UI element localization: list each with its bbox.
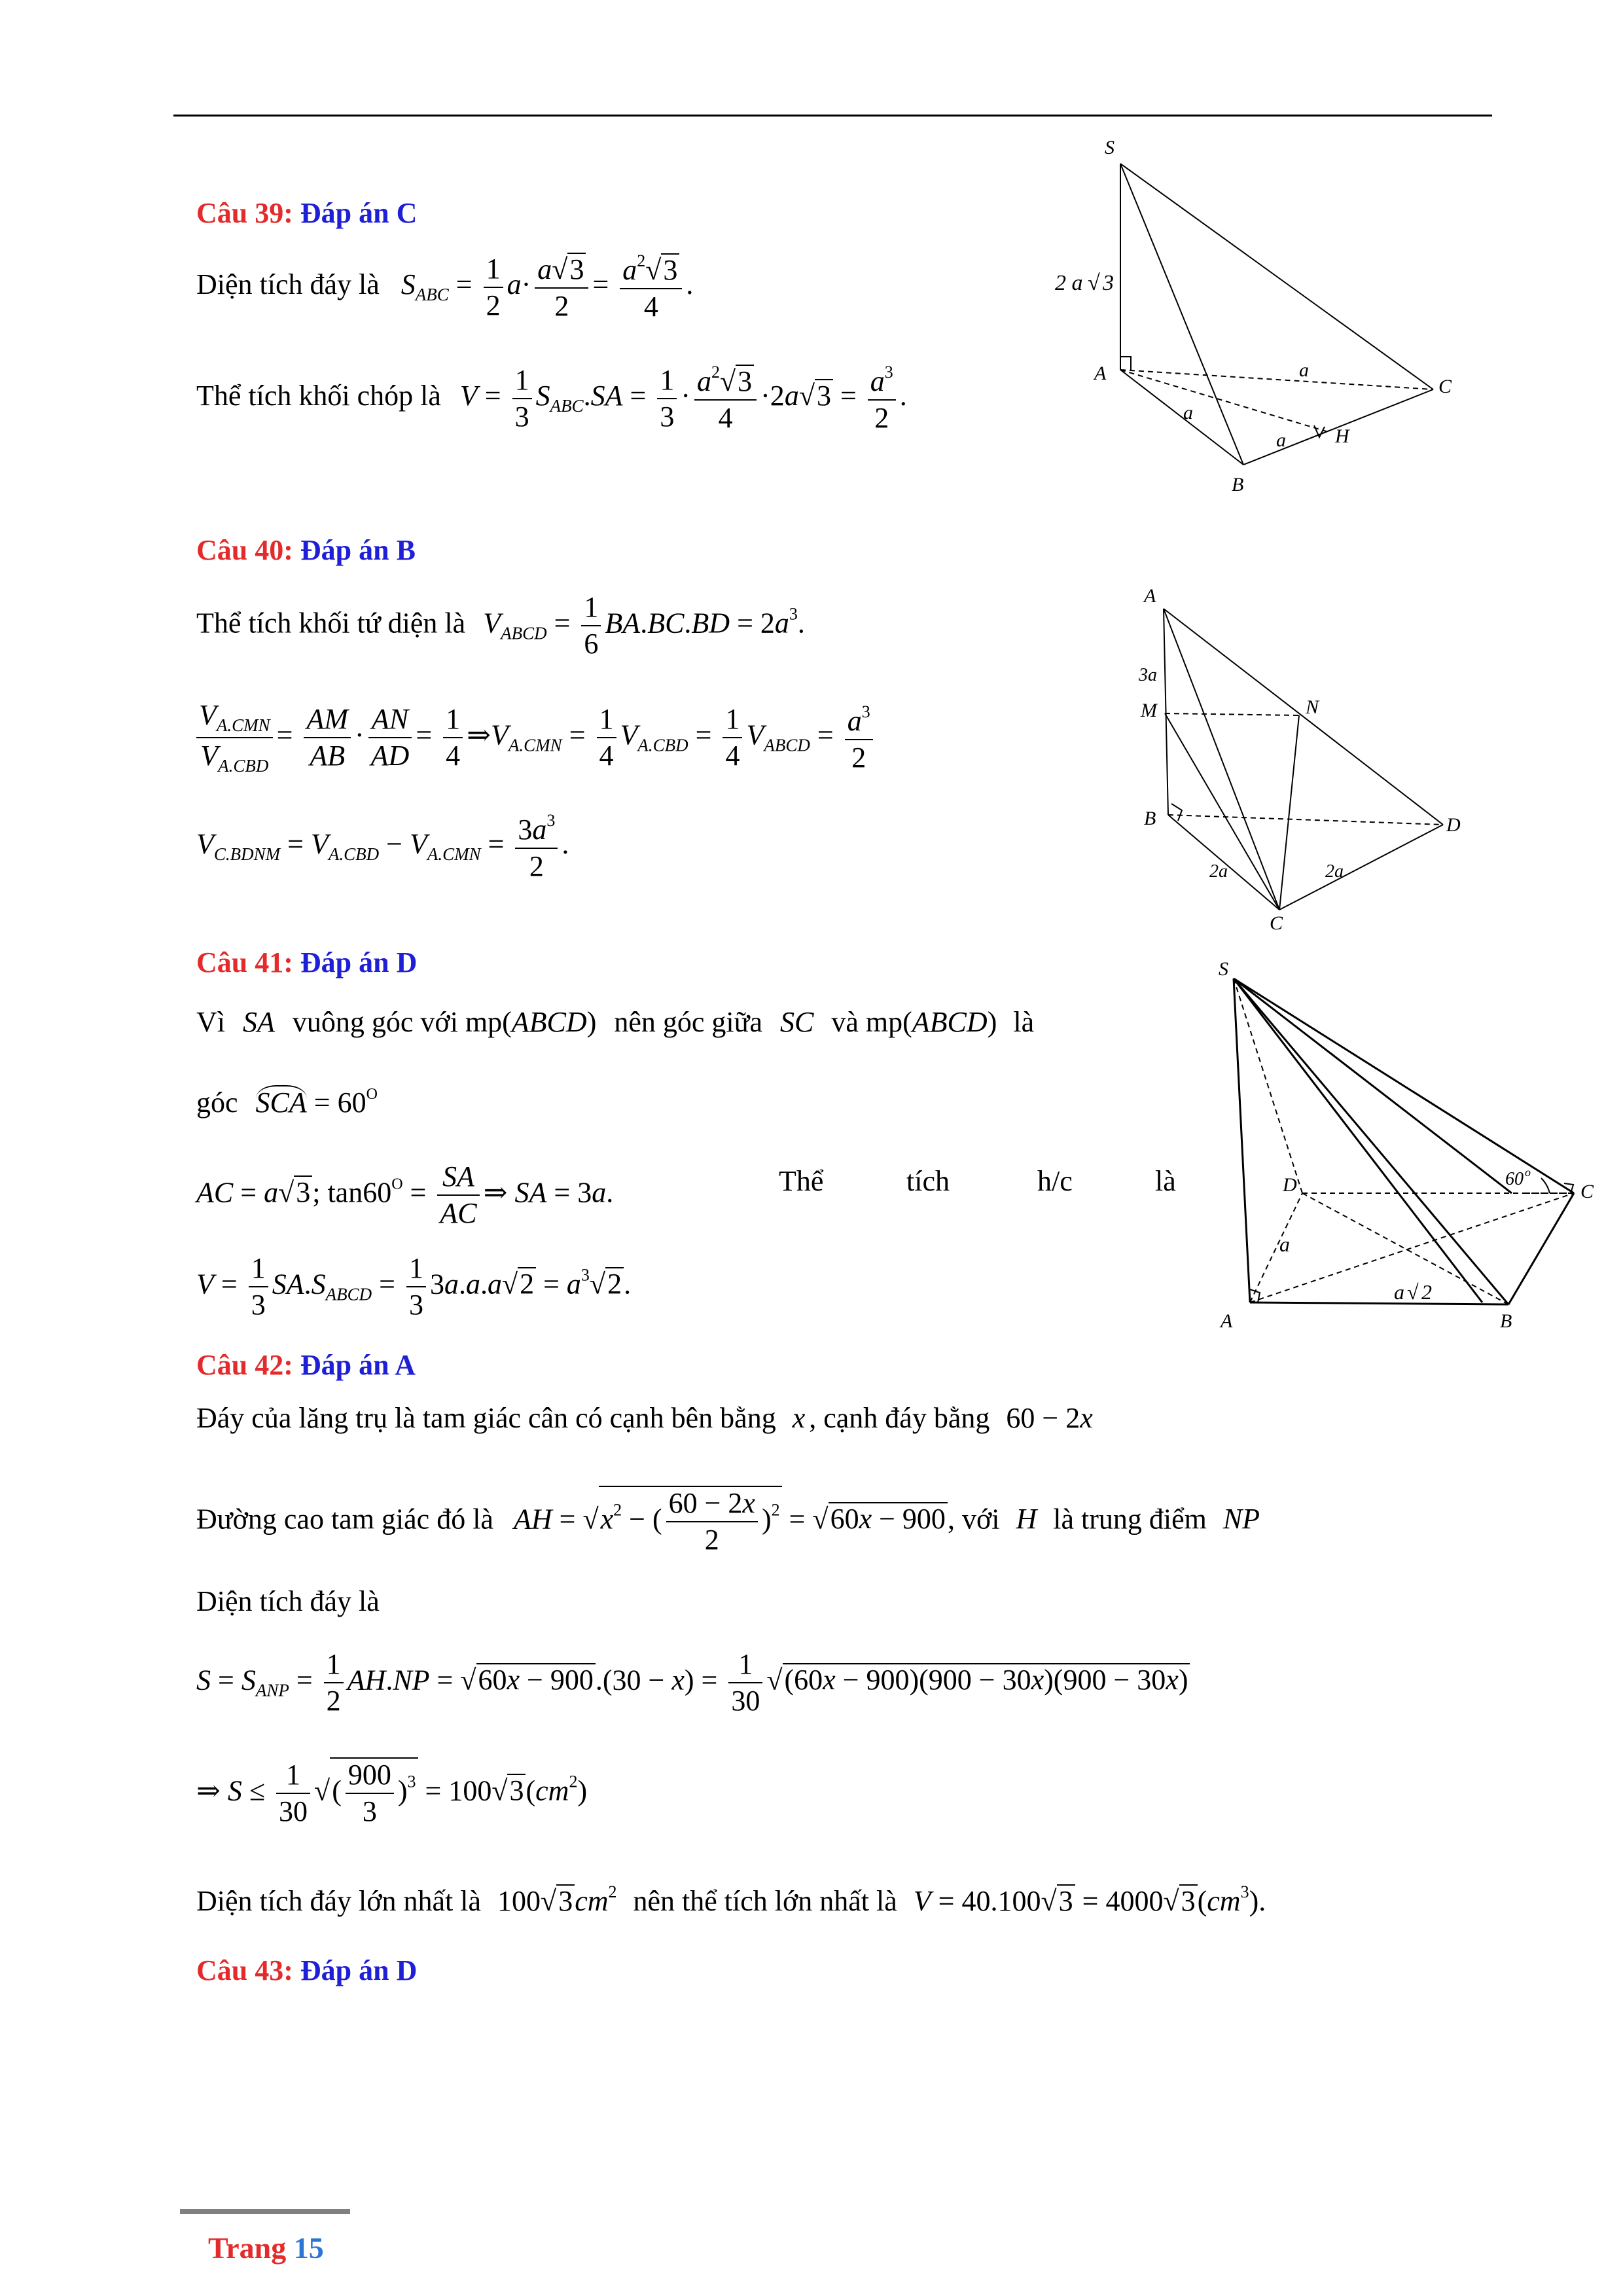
q41-l1-d: và mp <box>831 1006 903 1038</box>
q39-fig-B: B <box>1232 474 1244 495</box>
q41-answer: Đáp án D <box>300 946 418 978</box>
q42-formula4: $S = S_{ANP}$ = $\frac{1}{2}$ AH.NP = √60x − 900.(30 − x) = $\frac{1}{30}$ √(60x − 900)(900 − 30x)(900 − 30x) <box>196 1649 1190 1716</box>
q39-title: Câu 39: <box>196 197 293 229</box>
q42-l1-a: Đáy của lăng trụ là tam giác cân có cạnh bên bằng <box>196 1402 776 1434</box>
q40-fig-C: C <box>1270 912 1283 934</box>
q43-heading <box>196 1954 417 1987</box>
q41-fig-D: D <box>1283 1174 1297 1196</box>
q41-title: Câu 41: <box>196 946 293 978</box>
page-footer <box>208 2231 324 2265</box>
q39-l1-text: Diện tích đáy là <box>196 268 380 300</box>
q42-line5 <box>196 1757 587 1827</box>
q40-title: Câu 40: <box>196 534 293 566</box>
q42-title: Câu 42: <box>196 1349 293 1381</box>
q41-fig-S: S <box>1219 958 1228 980</box>
q40-fig-M: M <box>1141 700 1157 721</box>
q41-fig-angle: 60 <box>1505 1169 1524 1189</box>
q41-fig-B: B <box>1500 1310 1512 1332</box>
q41-l1-abcd1: (ABCD) <box>502 1006 597 1038</box>
q41-l1-c: nên góc giữa <box>614 1006 763 1038</box>
q41-l1-abcd2: (ABCD) <box>902 1006 997 1038</box>
q40-fig-D: D <box>1446 814 1461 836</box>
q39-fig-r3: 3 <box>1103 271 1114 295</box>
q41-l3-la: là <box>1155 1165 1176 1197</box>
q40-formula1: $V_{ABCD}$ = $\frac{1}{6}$ $BA.BC.BD = 2a^3$. <box>483 591 805 660</box>
q40-fig-A: A <box>1144 585 1156 607</box>
q39-fig-a1: a <box>1299 359 1309 381</box>
q41-l2-a: góc <box>196 1086 238 1119</box>
q40-fig-N: N <box>1306 696 1319 718</box>
q41-fig-deg: o <box>1525 1166 1531 1179</box>
q42-line2 <box>196 1486 1260 1555</box>
q40-fig-B: B <box>1144 808 1156 829</box>
q40-formula3: $V_{C.BDNM} = V_{A.CBD} - V_{A.CMN}$ = $\frac{3a^3}{2}$ . <box>196 811 569 883</box>
q40-formula2: $\frac{V_{A.CMN}}{V_{A.CBD}}$ = $\frac{AM}{AB}$ · $\frac{AN}{AD}$ = $\frac{1}{4}$ $\Rightarrow V_{A.CMN}$ = $\frac{1}{4}$ $V_{A.CBD}$ = $\frac{1}{4}$ $V_{ABCD}$ = $\frac{a^3}{2}$ <box>196 700 877 776</box>
q42-l6-a: Diện tích đáy lớn nhất là <box>196 1885 482 1917</box>
q42-formula5: ⇒ S ≤ $\frac{1}{30}$ √( $\frac{900}{3}$ )$^3 = 100√3(cm^2)$ <box>196 1759 588 1828</box>
q39-answer: Đáp án C <box>300 197 418 229</box>
q42-l6-area: $100√3cm^2$ <box>497 1882 617 1917</box>
q42-formula2: AH = $√x^2$ − ( $\frac{60 - 2x}{2}$ )$^2$ = √60x − 900 <box>514 1486 948 1555</box>
footer-label: Trang <box>208 2231 287 2265</box>
q41-fig-a: a <box>1279 1232 1290 1256</box>
q41-l1-sa: SA <box>243 1006 275 1038</box>
q40-answer: Đáp án B <box>300 534 416 566</box>
q39-fig-rad: √ <box>1088 271 1100 295</box>
q42-l2-b: , với <box>947 1503 1000 1535</box>
q42-l2-a: Đường cao tam giác đó là <box>196 1503 493 1535</box>
q39-fig-H: H <box>1335 425 1349 447</box>
q42-l1-expr: 60 − 2x <box>1006 1402 1093 1434</box>
q39-fig-a3: a <box>1276 429 1286 451</box>
q41-fig-rad: √ <box>1407 1280 1419 1304</box>
q41-fig-diag: a <box>1394 1280 1404 1304</box>
q39-fig-A: A <box>1094 363 1107 384</box>
q39-fig-C: C <box>1438 376 1452 397</box>
q43-answer: Đáp án D <box>300 1954 418 1986</box>
q42-l6-b: nên thể tích lớn nhất là <box>633 1885 897 1917</box>
footer-bar <box>180 2209 350 2214</box>
q39-fig-S: S <box>1105 137 1115 158</box>
q41-fig-r2: 2 <box>1421 1280 1432 1304</box>
q39-fig-height: 2 a <box>1055 271 1083 295</box>
q41-l3-the: Thể <box>779 1165 824 1197</box>
q39-fig-a2: a <box>1183 402 1193 423</box>
q40-fig-cd: 2a <box>1325 861 1344 882</box>
q42-line3: Diện tích đáy là <box>196 1585 380 1617</box>
q42-heading <box>196 1348 416 1382</box>
q41-l1-e: là <box>1013 1006 1035 1038</box>
q42-line4 <box>196 1649 1190 1716</box>
q41-l1-a: Vì <box>196 1006 225 1038</box>
q43-title: Câu 43: <box>196 1954 293 1986</box>
q39-l2-text: Thể tích khối chóp là <box>196 379 441 412</box>
q42-line1 <box>196 1404 1093 1433</box>
q40-fig-am: 3a <box>1139 665 1157 685</box>
q42-answer: Đáp án A <box>300 1349 416 1381</box>
q40-l1-text: Thể tích khối tứ diện là <box>196 607 466 639</box>
q41-l1-b: vuông góc với mp <box>292 1006 503 1038</box>
q40-fig-bc: 2a <box>1209 861 1228 882</box>
q41-l3-tich: tích <box>906 1165 950 1197</box>
q41-formula3: AC = a√3; $\tan 60^O$ = $\frac{SA}{AC}$ ⇒ SA = 3a. <box>196 1160 614 1230</box>
q41-angle-formula: SCA = $60^O$ <box>255 1086 378 1119</box>
q41-l1-sc: SC <box>780 1006 814 1038</box>
q42-l6-volume: $V = 40.100√3 = 4000√3(cm^3)$. <box>913 1882 1266 1917</box>
q39-formula1: $S_{ABC}$ = $\frac{1}{2}$ a· $\frac{a√3}{2}$ = $\frac{a^2√3}{4}$ . <box>401 251 694 323</box>
q42-l2-c: là trung điểm <box>1053 1503 1207 1535</box>
q41-fig-C: C <box>1580 1181 1594 1202</box>
q41-l3-hc: h/c <box>1037 1165 1073 1197</box>
q42-l1-x: x <box>792 1402 806 1434</box>
q39-formula2: V = $\frac{1}{3}$ $S_{ABC}.SA$ = $\frac{1}{3}$ · $\frac{a^2√3}{4}$ ·2a√3 = $\frac{a^3}{2}$ . <box>459 363 907 435</box>
q42-l1-b: , cạnh đáy bằng <box>809 1402 990 1434</box>
q42-l2-np: NP <box>1222 1503 1260 1535</box>
q41-fig-A: A <box>1221 1310 1233 1332</box>
q41-formula4: V = $\frac{1}{3}$ $SA.S_{ABCD}$ = $\frac{1}{3}$ $3a.a.a√2 = a^3√2$. <box>196 1252 632 1321</box>
page-number: 15 <box>293 2231 324 2265</box>
q42-line6 <box>196 1884 1266 1916</box>
q42-l2-h: H <box>1016 1503 1037 1535</box>
